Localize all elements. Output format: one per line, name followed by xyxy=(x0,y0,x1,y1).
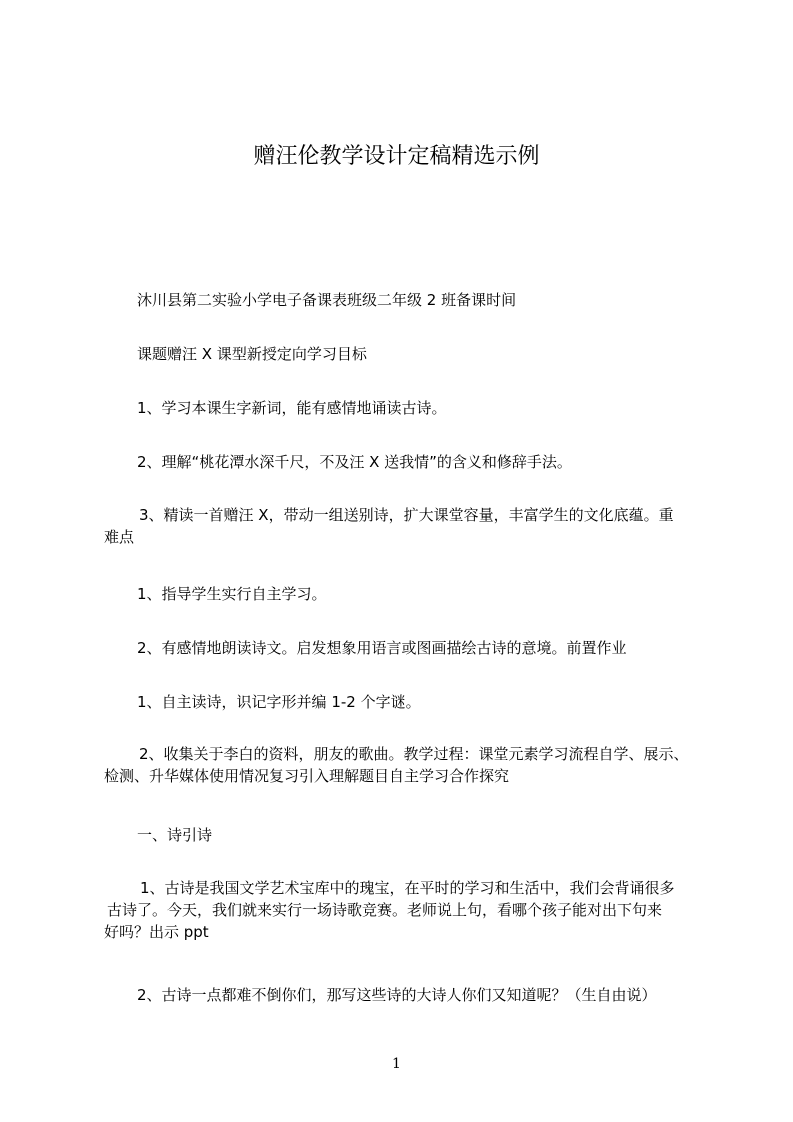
paragraph-line: 1、古诗是我国文学艺术宝库中的瑰宝，在平时的学习和生活中，我们会背诵很多 xyxy=(140,879,675,897)
paragraph-line: 2、理解“桃花潭水深千尺，不及汪 X 送我情”的含义和修辞手法。 xyxy=(137,453,572,471)
paragraph-line: 1、指导学生实行自主学习。 xyxy=(137,585,327,603)
paragraph-homework-2 xyxy=(104,743,689,787)
paragraph-line: 检测、升华媒体使用情况复习引入理解题目自主学习合作探究 xyxy=(104,767,510,785)
paragraph-intro-1 xyxy=(104,877,675,943)
paragraph-goal-1 xyxy=(137,397,447,419)
paragraph-key-point-2 xyxy=(137,637,627,659)
paragraph-homework-1 xyxy=(137,691,421,713)
paragraph-class-info xyxy=(137,289,516,311)
paragraph-line: 2、收集关于李白的资料，朋友的歌曲。教学过程：课堂元素学习流程自学、展示、 xyxy=(139,745,689,763)
paragraph-line: 1、自主读诗，识记字形并编 1-2 个字谜。 xyxy=(137,693,421,711)
document-title: 赠汪伦教学设计定稿精选示例 xyxy=(253,144,540,169)
paragraph-line: 难点 xyxy=(104,528,135,546)
section-heading xyxy=(137,824,212,846)
paragraph-line: 古诗了。今天，我们就来实行一场诗歌竞赛。老师说上句，看哪个孩子能对出下句来 xyxy=(107,901,663,919)
paragraph-goal-3 xyxy=(104,504,674,548)
paragraph-lesson-info xyxy=(137,343,367,365)
paragraph-goal-2 xyxy=(137,451,572,473)
paragraph-line: 一、诗引诗 xyxy=(137,826,213,844)
page-number: 1 xyxy=(392,1056,401,1072)
paragraph-line: 好吗？出示 ppt xyxy=(104,923,209,941)
paragraph-line: 2、古诗一点都难不倒你们，那写这些诗的大诗人你们又知道呢？（生自由说） xyxy=(137,986,657,1004)
paragraph-line: 沐川县第二实验小学电子备课表班级二年级 2 班备课时间 xyxy=(137,291,517,309)
paragraph-line: 3、精读一首赠汪 X，带动一组送别诗，扩大课堂容量，丰富学生的文化底蕴。重 xyxy=(139,506,674,524)
paragraph-line: 1、学习本课生字新词，能有感情地诵读古诗。 xyxy=(137,399,447,417)
paragraph-line: 2、有感情地朗读诗文。启发想象用语言或图画描绘古诗的意境。前置作业 xyxy=(137,639,627,657)
paragraph-line: 课题赠汪 X 课型新授定向学习目标 xyxy=(137,345,367,363)
paragraph-intro-2 xyxy=(137,984,657,1006)
paragraph-key-point-1 xyxy=(137,583,327,605)
